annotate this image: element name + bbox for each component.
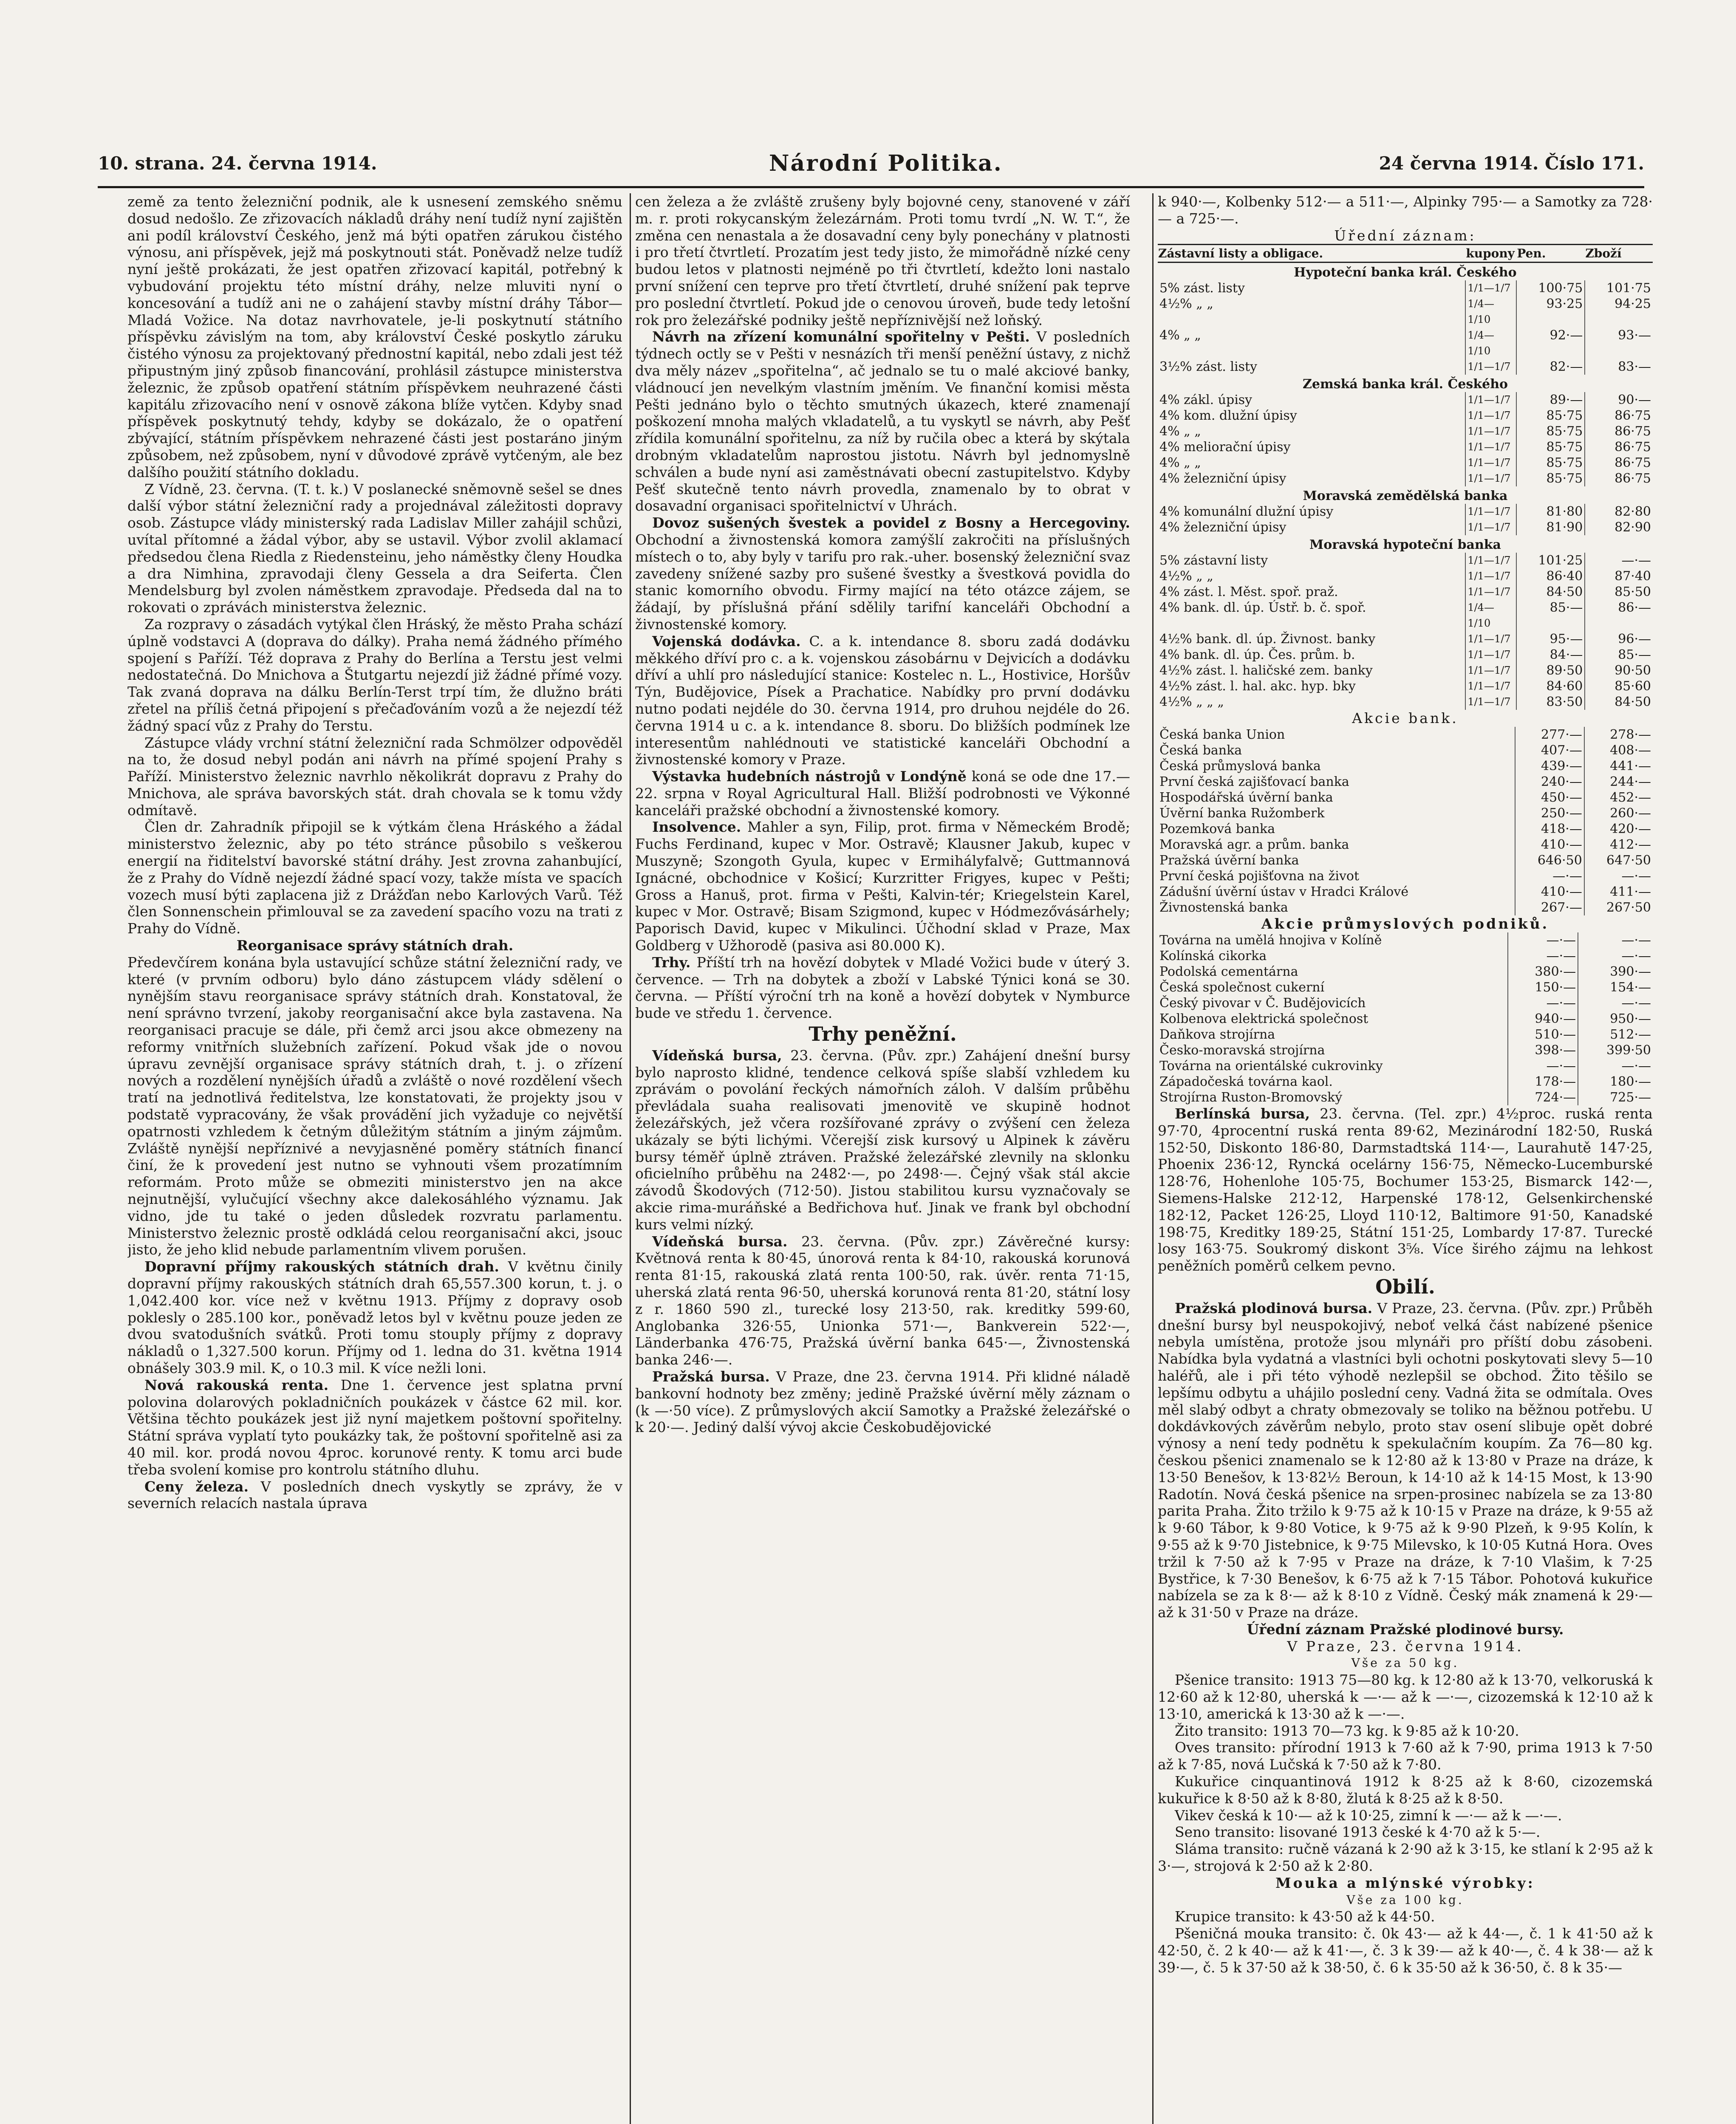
bid-price: 178·— <box>1508 1074 1578 1090</box>
ask-price: 408·— <box>1584 743 1653 758</box>
table-row <box>1158 758 1653 774</box>
bond-table <box>1158 244 1653 710</box>
ask-price: —·— <box>1578 948 1653 964</box>
coupon-dates: 1/1—1/7 <box>1465 678 1516 694</box>
ask-price: 244·— <box>1584 774 1653 790</box>
table-title: Úřední záznam: <box>1334 227 1476 244</box>
company-name: Západočeská továrna kaol. <box>1159 1074 1333 1089</box>
company-name: Česká banka <box>1159 743 1242 758</box>
coupon-dates: 1/1—1/7 <box>1465 408 1516 424</box>
company-name: Kolbenova elektrická společnost <box>1159 1011 1368 1026</box>
security-name: 4% železniční úpisy <box>1159 471 1286 486</box>
ask-price: 85·50 <box>1585 584 1653 600</box>
company-name: První česká pojišťovna na život <box>1159 869 1360 884</box>
company-name: Česká banka Union <box>1159 727 1285 743</box>
column-2 <box>635 193 1130 2124</box>
ask-price: 647·50 <box>1584 853 1653 868</box>
price-entry: Žito transito: 1913 70—73 kg. k 9·85 až k 10·20. <box>1175 1722 1519 1739</box>
ask-price: 83·— <box>1585 359 1653 375</box>
bid-price: 940·— <box>1508 1011 1578 1027</box>
column-1 <box>127 193 622 2124</box>
ask-price: —·— <box>1578 1058 1653 1074</box>
bank-shares-table <box>1158 727 1653 915</box>
table-row <box>1158 1090 1653 1105</box>
bid-price: 89·— <box>1516 392 1585 408</box>
table-row <box>1158 296 1653 328</box>
security-name: 4½% zást. l. hal. akc. hyp. bky <box>1159 679 1356 694</box>
column-divider <box>630 193 631 2124</box>
table-row <box>1158 328 1653 359</box>
security-name: 4½% „ „ „ <box>1159 695 1224 710</box>
bid-price: 89·50 <box>1516 663 1585 678</box>
section-title: Obilí. <box>1375 1275 1435 1298</box>
coupon-dates: 1/1—1/7 <box>1465 439 1516 455</box>
ask-price: 90·— <box>1585 392 1653 408</box>
table-row <box>1158 408 1653 424</box>
price-entry: Krupice transito: k 43·50 až k 44·50. <box>1175 1908 1435 1925</box>
ask-price: 86·75 <box>1585 439 1653 455</box>
bid-price: 85·75 <box>1516 439 1585 455</box>
article-headline: Vojenská dodávka. <box>652 633 801 650</box>
article-headline: Vídeňská bursa. <box>652 1233 788 1250</box>
company-name: Živnostenská banka <box>1159 900 1288 915</box>
ask-price: 87·40 <box>1585 568 1653 584</box>
ask-price: 82·80 <box>1585 504 1653 520</box>
ask-price: 84·50 <box>1585 694 1653 710</box>
ask-price: 411·— <box>1584 884 1653 900</box>
company-name: Daňkova strojírna <box>1159 1027 1275 1042</box>
article-text: Zástupce vlády vrchní státní železniční rada Schmölzer odpověděl na to, že dosud nebyl podán ani návrh na přímé spojení Prahy s Paříží. Ministerstvo železnic navrhlo několikrát dopravu z Prahy do Mnichova, ale správa bavorských stát. drah chovala se k tomu vždy odmítavě. <box>127 734 622 819</box>
article-headline: Trhy. <box>652 954 691 971</box>
company-name: Úvěrní banka Ružomberk <box>1159 806 1325 821</box>
article-paragraph: Pražská plodinová bursa. V Praze, 23. června. (Pův. zpr.) Průběh dnešní bursy byl neuspokojivý, neboť velká část nabízené pšenice nebyla umístěna, protože jsou mlynáři pro příští dobu zásobeni. Nabídka byla vydatná a vlastníci byli ochotni poskytovati slevy 5—10 haléřů, ale i při této výhodě nezlepšil se obchod. Žito těšilo se lepšímu odbytu a uhájilo poslední ceny. Vadná žita se odmítala. Oves měl slabý odbyt a chraty obmezovaly se toliko na běžnou potřebu. U dokdávkových závěrům nebylo, proto stav osení slibuje opět dobré výnosy a není tedy podnětu k spekulačním koupím. Za 76—80 kg. českou pšenici znamenalo se k 12·80 až k 13·80 v Praze na dráze, k 13·50 Benešov, k 13·82½ Beroun, k 14·10 až k 14·15 Most, k 13·90 Radotín. Nová česká pšenice na srpen-prosinec nabízela se za 13·80 parita Praha. Žito tržilo k 9·75 až k 10·15 v Praze na dráze, k 9·55 až k 9·60 Tábor, k 9·80 Votice, k 9·75 až k 9·90 Plzeň, k 9·95 Kolín, k 9·55 až k 9·70 Jistebnice, k 9·75 Milevsko, k 10·05 Kutná Hora. Oves tržil k 7·50 až k 7·95 v Praze na dráze, k 7·10 Vlašim, k 7·25 Bystřice, k 7·30 Benešov, k 6·75 až k 7·15 Tábor. Pohotová kukuřice nabízela se za k 8·— až k 8·10 z Vídně. Český mák znamená k 29·— až k 31·50 v Praze na dráze. <box>1158 1299 1653 1621</box>
price-entry: Vikev česká k 10·— až k 10·25, zimní k —·— až k —·—. <box>1175 1807 1562 1824</box>
bid-price: 83·50 <box>1516 694 1585 710</box>
coupon-dates: 1/1—1/7 <box>1465 694 1516 710</box>
bid-price: 85·75 <box>1516 424 1585 439</box>
table-row <box>1158 424 1653 439</box>
table-row <box>1158 663 1653 678</box>
table-row <box>1158 948 1653 964</box>
ask-price: —·— <box>1584 868 1653 884</box>
coupon-dates: 1/1—1/7 <box>1465 584 1516 600</box>
company-name: Hospodářská úvěrní banka <box>1159 790 1333 805</box>
ask-price: 180·— <box>1578 1074 1653 1090</box>
ask-price: 452·— <box>1584 790 1653 805</box>
table-row <box>1158 1042 1653 1058</box>
article-headline: Insolvence. <box>652 819 741 836</box>
article-headline: Pražská bursa. <box>652 1368 770 1385</box>
company-name: Česká průmyslová banka <box>1159 759 1321 774</box>
security-name: 4½% „ „ <box>1159 569 1213 584</box>
ask-price: 82·90 <box>1585 520 1653 535</box>
table-row <box>1158 805 1653 821</box>
security-name: 5% zást. listy <box>1159 281 1245 296</box>
bid-price: 85·75 <box>1516 408 1585 424</box>
table-row <box>1158 964 1653 980</box>
ask-price: 420·— <box>1584 821 1653 837</box>
ask-price: 412·— <box>1584 837 1653 853</box>
bid-price: 410·— <box>1515 837 1584 853</box>
article-headline: Nová rakouská renta. <box>144 1376 329 1393</box>
ask-price: 260·— <box>1584 805 1653 821</box>
table-row <box>1158 280 1653 296</box>
table-row <box>1158 647 1653 663</box>
bid-price: 418·— <box>1515 821 1584 837</box>
bid-price: 84·50 <box>1516 584 1585 600</box>
bid-price: 101·25 <box>1516 553 1585 568</box>
table-row <box>1158 884 1653 900</box>
coupon-dates: 1/1—1/7 <box>1465 455 1516 471</box>
article-headline: Vídeňská bursa, <box>652 1047 782 1064</box>
table-row <box>1158 486 1653 504</box>
table-row <box>1158 837 1653 853</box>
table-row <box>1158 790 1653 805</box>
security-name: 4½% zást. l. haličské zem. banky <box>1159 663 1373 678</box>
table-row <box>1158 1074 1653 1090</box>
ask-price: 85·60 <box>1585 678 1653 694</box>
bid-price: 410·— <box>1515 884 1584 900</box>
bid-price: 95·— <box>1516 631 1585 647</box>
bid-price: 450·— <box>1515 790 1584 805</box>
bid-price: 277·— <box>1515 727 1584 743</box>
article-text: země za tento železniční podnik, ale k usnesení zemského sněmu dosud nedošlo. Ze zřizovacích nákladů dráhy není tudíž nyní zajištěn ani podíl království Českého, jenž má býti opatřen zárukou čistého výnosu, ani příspěvek, jejž má poskytnouti stát. Poněvadž nelze tudíž nyní ještě prokázati, že jest opatřen zřizovací kapitál, potřebný k vybudování projektu této místní dráhy, nelze mluviti nyní o koncesování a tudíž ani ne o zahájení stavby místní dráhy Tábor—Mladá Vožice. Na dotaz navrhovatele, je-li poskytnutí státního příspěvku závislým na tom, aby království České poskytlo záruku čistého výnosu za projektovaný přednostní kapitál, nebo zdali jest též připustným jiný způsob financování, prohlásil zástupce ministerstva železnic, že způsob opatření státním příspěvkem neuhrazené části kapitálu zřizovacího není v osnově zákona blíže vytčen. Kdyby snad příspěvek poskytnutý tehdy, kdyby se dokázalo, že o opatření zbývající, státním příspěvkem nehrazené části jest postaráno jiným způsobem, než způsobem, nyní v důvodové zprávě vytčeným, ale bez dalšího použití státního dokladu. <box>127 193 622 480</box>
article-paragraph: Berlínská bursa, 23. června. (Tel. zpr.) 4½proc. ruská renta 97·70, 4procentní ruská renta 89·62, Mezinárodní 182·50, Ruská 152·50, Diskonto 186·80, Darmstadtská 114·—, Laurahutě 147·25, Phoenix 236·12, Ryncká ocelárny 156·75, Německo-Lucemburské 128·76, Hohenlohe 105·75, Bochumer 153·25, Bismarck 142·—, Siemens-Halske 212·12, Harpenské 178·12, Gelsenkirchenské 182·12, Packet 126·25, Lloyd 110·12, Baltimore 91·50, Kanadské 198·75, Kreditky 189·25, Státní 151·25, Lombardy 17·87. Turecké losy 163·75. Soukromý diskont 3⅝. Více širého zájmu na lehkost peněžních poměrů celkem pevno. <box>1158 1105 1653 1274</box>
article-paragraph: Dovoz sušených švestek a povidel z Bosny a Hercegoviny. Obchodní a živnostenská komora zamýšlí zakročiti na příslušných místech o to, aby byly v tarifu pro rak.-uher. bosenský železniční svaz zavedeny snížené sazby pro sušené švestky a švestková povidla do stanic komorního obvodu. Firmy mající na této otázce zájem, se žádají, by příslušná přání sdělily tarifní kanceláři Obchodní a živnostenské komory. <box>635 514 1130 633</box>
table-row <box>1158 584 1653 600</box>
ask-price: 390·— <box>1578 964 1653 980</box>
article-headline: Dopravní příjmy rakouských státních drah. <box>144 1258 499 1275</box>
security-name: 4% zákl. úpisy <box>1159 393 1253 408</box>
article-text: Z Vídně, 23. června. (T. t. k.) V poslanecké sněmovně sešel se dnes další výbor státní železniční rady a projednával záležitosti dopravy osob. Zástupce vlády ministerský rada Ladislav Miller zahájil schůzi, uvítal přítomné a žádal výbor, aby se ustavil. Výbor zvolil aklamací předsedou člena Riedla z Riedensteinu, jeho náměstky členy Houdka a dra Nimhina, zpravodaji členy Gessela a dra Seiferta. Člen Mendelsburg byl zvolen náměstkem zpravodaje. Předseda dal na to rokovati o zprávách ministerstva železnic. <box>127 480 622 616</box>
bid-price: 100·75 <box>1516 280 1585 296</box>
bid-price: 398·— <box>1508 1042 1578 1058</box>
ask-price: 96·— <box>1585 631 1653 647</box>
group-heading: Hypoteční banka král. Českého <box>1294 265 1517 280</box>
bid-price: —·— <box>1508 948 1578 964</box>
ask-price: 154·— <box>1578 980 1653 995</box>
price-entry: Seno transito: lisované 1913 české k 4·70 až k 5·—. <box>1175 1824 1541 1841</box>
ask-price: 512·— <box>1578 1027 1653 1042</box>
company-name: Zádušní úvěrní ústav v Hradci Králové <box>1159 884 1409 900</box>
ask-price: —·— <box>1585 553 1653 568</box>
price-entry: Kukuřice cinquantinová 1912 k 8·25 až k 8·60, cizozemská kukuřice k 8·50 až k 8·80, žlutá k 8·25 až k 8·50. <box>1158 1773 1653 1807</box>
table-row <box>1158 631 1653 647</box>
security-name: 4% železniční úpisy <box>1159 520 1286 535</box>
table-row <box>1158 868 1653 884</box>
table-row <box>1158 932 1653 948</box>
page-header <box>98 150 1644 180</box>
table-row <box>1158 980 1653 995</box>
bid-price: 84·— <box>1516 647 1585 663</box>
table-row <box>1158 853 1653 868</box>
company-name: Kolínská cikorka <box>1159 948 1267 963</box>
coupon-dates: 1/1—1/7 <box>1465 631 1516 647</box>
bid-price: 724·— <box>1508 1090 1578 1105</box>
table-row <box>1158 535 1653 553</box>
company-name: Podolská cementárna <box>1159 964 1298 979</box>
article-headline: Návrh na zřízení komunální spořitelny v Pešti. <box>652 328 1030 345</box>
ask-price: 85·— <box>1585 647 1653 663</box>
coupon-dates: 1/1—1/7 <box>1465 424 1516 439</box>
table-title: Úřední záznam Pražské plodinové bursy. <box>1247 1621 1564 1638</box>
ask-price: —·— <box>1578 932 1653 948</box>
ask-price: 86·— <box>1585 600 1653 631</box>
coupon-dates: 1/1—1/7 <box>1465 504 1516 520</box>
table-row <box>1158 821 1653 837</box>
bid-price: —·— <box>1515 868 1584 884</box>
table-row <box>1158 553 1653 568</box>
article-headline: Pražská plodinová bursa. <box>1175 1299 1373 1316</box>
article-paragraph: Vídeňská bursa. 23. června. (Pův. zpr.) Závěrečné kursy: Květnová renta k 80·45, únorová renta k 84·10, rakouská korunová renta 81·15, rakouská zlatá renta 100·50, rak. úvěr. renta 71·15, uherská zlatá renta 96·50, uherská korunová renta 81·20, státní losy z r. 1860 590 zl., turecké losy 213·50, rak. kreditky 599·60, Anglobanka 326·55, Unionka 571·—, Bankverein 522·—, Länderbanka 476·75, Pražská úvěrní banka 645·—, Živnostenská banka 246·—. <box>635 1233 1130 1368</box>
column-divider <box>1152 193 1154 2124</box>
article-text: Předevčírem konána byla ustavující schůze státní železniční rady, ve které (v prvním odboru) bylo dáno zástupcem vlády sdělení o nynějším stavu reorganisace správy státních drah. Konstatoval, že není správno tvrzení, jakoby reorganisační akce byla zastavena. Na reorganisaci pracuje se dále, při čemž arci jsou akce obmezeny na reformy vnitřních služebních zařízení. Pokud však jde o novou úpravu zevnější organisace správy státních drah, t. j. o zřízení nových a rozdělení nynějších úřadů a zvláště o nové rozdělení všech tratí na jednotlivá ředitelstva, lze konstatovati, že projekty jsou v podstatě vypracovány, že však provádění jich vyžaduje co největší opatrnosti vzhledem k četným důležitým státním a jiným zájmům. Zvláště nynější nepříznivé a nevyjasněné poměry státních financí činí, že k provedení jest nutno se vyhnouti všem prozatímním reformám. Proto může se obmeziti ministerstvo jen na akce nejnutnější, vylučující všechny akce dalekosáhlého významu. Jak vidno, jde tu také o jeden důsledek rozvratu parlamentu. Ministerstvo železnic prostě odkládá celou reorganisační akci, jsouc jisto, že jeho klid nebude parlamentním vlivem porušen. <box>127 954 622 1258</box>
table-row <box>1158 600 1653 631</box>
article-paragraph: Vojenská dodávka. C. a k. intendance 8. sboru zadá dodávku měkkého dříví pro c. a k. vojenskou zásobárnu v Dejvicích a dodávku dříví a uhlí pro následující stanice: Kostelec n. L., Hostivice, Horšův Týn, Budějovice, Písek a Prachatice. Nabídky pro první dodávku nutno podati nejdéle do 30. června 1914, pro druhou nejdéle do 26. června 1914 u c. a k. intendance 8. sboru. Do bližších podmínek lze interesentům nahlédnouti ve statistické kanceláři Obchodní a živnostenské komory v Praze. <box>635 633 1130 768</box>
bid-price: 82·— <box>1516 359 1585 375</box>
bid-price: 92·— <box>1516 328 1585 359</box>
company-name: Český pivovar v Č. Budějovicích <box>1159 995 1366 1011</box>
table-row <box>1158 439 1653 455</box>
table-row <box>1158 678 1653 694</box>
ask-price: 90·50 <box>1585 663 1653 678</box>
security-name: 4½% „ „ <box>1159 297 1213 312</box>
article-headline: Reorganisace správy státních drah. <box>236 937 514 954</box>
company-name: Pražská úvěrní banka <box>1159 853 1299 868</box>
table-row <box>1158 471 1653 486</box>
article-headline: Dovoz sušených švestek a povidel z Bosny a Hercegoviny. <box>652 514 1130 531</box>
bid-price: 439·— <box>1515 758 1584 774</box>
coupon-dates: 1/4—1/10 <box>1465 600 1516 631</box>
company-name: Továrna na orientálské cukrovinky <box>1159 1058 1383 1073</box>
table-title: Akcie bank. <box>1352 710 1459 727</box>
bid-price: 267·— <box>1515 900 1584 915</box>
column-3 <box>1158 193 1653 2124</box>
bid-price: 407·— <box>1515 743 1584 758</box>
security-name: 4% „ „ <box>1159 424 1201 439</box>
article-paragraph: Nová rakouská renta. Dne 1. července jest splatna první polovina dolarových pokladničních poukázek v částce 62 mil. kor. Většina těchto poukázek jest již nyní majetkem poštovní spořitelny. Státní správa vyplatí tyto poukázky tak, že poštovní spořitelně asi za 40 mil. kor. prodá novou 4proc. korunové renty. K tomu arci bude třeba svolení komise pro kontrolu státního dluhu. <box>127 1376 622 1478</box>
column-header: Zboží <box>1585 245 1653 263</box>
coupon-dates: 1/1—1/7 <box>1465 647 1516 663</box>
table-row <box>1158 455 1653 471</box>
bid-price: —·— <box>1508 995 1578 1011</box>
article-text: cen železa a že zvláště zrušeny byly bojovné ceny, stanovené v září m. r. proti rokycanským železárnám. Proti tomu tvrdí „N. W. T.“, že změna cen nenastala a že dosavadní ceny byly ponechány v platnosti i pro třetí čtvrtletí. Prozatím jest tedy jisto, že mimořádně nízké ceny budou letos v platnosti nejméně po tři čtvrtletí, kdežto loni nastalo první snížení cen teprve pro třetí čtvrtletí, druhé snížení pak teprve pro poslední čtvrtletí. Pokud jde o cenovou úroveň, bude tedy letošní rok pro železářské podniky ještě nepříznivější než loňský. <box>635 193 1130 328</box>
column-header: kupony <box>1465 245 1516 263</box>
security-name: 4% bank. dl. úp. Čes. prům. b. <box>1159 647 1355 663</box>
article-paragraph: Návrh na zřízení komunální spořitelny v Pešti. V posledních týdnech octly se v Pešti v nesnázích tři menší peněžní ústavy, z nichž dva měly název „spořitelna“, ač jednalo se tu o malé akciové banky, vládnoucí jen nevelkým vlastním jměním. Ve finanční komisi města Pešti jednáno bylo o těchto smutných úkazech, které znamenají poškození mnoha malých vkladatelů, a tu vyskytl se návrh, aby Pešť zřídila komunální spořitelnu, za níž by ručila obec a která by skýtala drobným vkladatelům naprostou jistotu. Návrh byl jednomyslně schválen a bude nyní asi zaměstnávati obecní zastupitelstvo. Kdyby Pešť skutečně tento návrh provedla, znamenalo by to obrat v dosavadní organisaci spořitelnictví v Uhrách. <box>635 328 1130 514</box>
ask-price: 86·75 <box>1585 471 1653 486</box>
coupon-dates: 1/4—1/10 <box>1465 296 1516 328</box>
bid-price: 646·50 <box>1515 853 1584 868</box>
security-name: 5% zástavní listy <box>1159 553 1268 568</box>
company-name: Moravská agr. a prům. banka <box>1159 837 1349 853</box>
table-title: Mouka a mlýnské výrobky: <box>1275 1874 1535 1891</box>
bid-price: 85·— <box>1516 600 1585 631</box>
subtitle: V Praze, 23. června 1914. <box>1287 1638 1524 1655</box>
table-row <box>1158 743 1653 758</box>
security-name: 4% meliorační úpisy <box>1159 440 1291 455</box>
coupon-dates: 1/4—1/10 <box>1465 328 1516 359</box>
table-header-row <box>1158 245 1653 263</box>
coupon-dates: 1/1—1/7 <box>1465 471 1516 486</box>
coupon-dates: 1/1—1/7 <box>1465 359 1516 375</box>
article-headline: Ceny železa. <box>144 1478 249 1495</box>
price-entry: Oves transito: přírodní 1913 k 7·60 až k 7·90, prima 1913 k 7·50 až k 7·85, nová Lučská k 7·50 až k 7·80. <box>1158 1739 1653 1773</box>
ask-price: 950·— <box>1578 1011 1653 1027</box>
coupon-dates: 1/1—1/7 <box>1465 520 1516 535</box>
bid-price: 81·80 <box>1516 504 1585 520</box>
table-row <box>1158 1027 1653 1042</box>
table-row <box>1158 727 1653 743</box>
article-text: Člen dr. Zahradník připojil se k výtkám člena Hráského a žádal ministerstvo železnic, aby po této stránce působilo s veškerou energií na řiditelství bavorské státní dráhy. Jest zrovna zahanbující, že z Prahy do Vídně nejezdí žádné spací vozy, takže místa ve spacích vozech musí býti zaplacena již z Drážďan nebo Karlových Varů. Též člen Sonnenschein přimlouval se za zavedení spacího vozu na trati z Prahy do Vídně. <box>127 819 622 937</box>
industrial-shares-table <box>1158 932 1653 1105</box>
group-heading: Moravská zemědělská banka <box>1303 489 1508 504</box>
ask-price: 278·— <box>1584 727 1653 743</box>
bid-price: 150·— <box>1508 980 1578 995</box>
ask-price: 86·75 <box>1585 455 1653 471</box>
bid-price: —·— <box>1508 932 1578 948</box>
price-entry: Pšeničná mouka transito: č. 0k 43·— až k 44·—, č. 1 k 41·50 až k 42·50, č. 2 k 40·— až k 41·—, č. 3 k 39·— až k 40·—, č. 4 k 38·— až k 39·—, č. 5 k 37·50 až k 38·50, č. 6 k 35·50 až k 36·50, č. 8 k 35·— <box>1158 1925 1653 1976</box>
article-paragraph: Trhy. Příští trh na hovězí dobytek v Mladé Vožici bude v úterý 3. července. — Trh na dobytek a zboží v Labské Týnici koná se 30. června. — Příští výroční trh na koně a hovězí dobytek v Nymburce bude ve středu 1. července. <box>635 954 1130 1022</box>
coupon-dates: 1/1—1/7 <box>1465 663 1516 678</box>
article-paragraph: Vídeňská bursa, 23. června. (Pův. zpr.) Zahájení dnešní bursy bylo naprosto klidné, tendence celková spíše slabší vzhledem ku zprávám o povolání řeckých námořních záloh. V dalším průběhu převládala suaha realisovati jmenovitě ve skupině hodnot železářských, jež včera rozšířované zprávy o zvýšení cen železa ukázaly se býti lichými. Včerejší zisk kursový u Alpinek k závěru bursy téměř úplně ztráven. Pražské železářské zlevnily na sklonku oficielního průběhu na 2482·—, po 2498·—. Čejný však stál akcie závodů Škodových (712·50). Jistou stabilitou kursu vyznačovaly se akcie rima-muráňské a Bedřichova huť. Jinak ve frank byl obchodní kurs velmi nízký. <box>635 1047 1130 1233</box>
coupon-dates: 1/1—1/7 <box>1465 568 1516 584</box>
security-name: 4% kom. dlužní úpisy <box>1159 408 1297 424</box>
article-paragraph: Insolvence. Mahler a syn, Filip, prot. firma v Německém Brodě; Fuchs Ferdinand, kupec v Mor. Ostravě; Klausner Jakub, kupec v Muszyně; Szongoth Gyula, kupec v Ermihályfalvě; Guttmannová Ignácné, obchodnice v Košicí; Kurzritter Frigyes, kupec v Pešti; Gross a Hanuš, prot. firma v Pešti, Kalvin-tér; Kriegelstein Karel, kupec v Mor. Ostravě; Bisam Szigmond, kupec v Hódmezővásárhely; Paporisch David, kupec v Mikulinci. Účhodní sklad v Praze, Max Goldberg v Užhorodě (pasiva asi 80.000 K). <box>635 819 1130 954</box>
price-entry: Pšenice transito: 1913 75—80 kg. k 12·80 až k 13·70, velkoruská k 12·60 až k 12·80, uherská k —·— až k —·—, cizozemská k 12·10 až k 13·10, americká k 13·30 až k —·—. <box>1158 1672 1653 1722</box>
table-row <box>1158 504 1653 520</box>
bid-price: —·— <box>1508 1058 1578 1074</box>
table-row <box>1158 774 1653 790</box>
section-title: Trhy peněžní. <box>809 1022 957 1046</box>
column-header: Pen. <box>1516 245 1585 263</box>
subtitle: Vše za 50 kg. <box>1351 1656 1459 1670</box>
bid-price: 85·75 <box>1516 455 1585 471</box>
article-headline: Výstavka hudebních nástrojů v Londýně <box>652 768 967 785</box>
security-name: 4½% bank. dl. úp. Živnost. banky <box>1159 632 1376 647</box>
ask-price: 86·75 <box>1585 424 1653 439</box>
article-paragraph: Výstavka hudebních nástrojů v Londýně koná se ode dne 17.—22. srpna v Royal Agricultural Hall. Bližší podrobnosti ve Výkonné kanceláři pražské obchodní a živnostenské komory. <box>635 768 1130 819</box>
bid-price: 93·25 <box>1516 296 1585 328</box>
bid-price: 85·75 <box>1516 471 1585 486</box>
security-name: 4% komunální dlužní úpisy <box>1159 504 1334 520</box>
header-right: 24 června 1914. Číslo 171. <box>1379 153 1644 174</box>
ask-price: 441·— <box>1584 758 1653 774</box>
bid-price: 84·60 <box>1516 678 1585 694</box>
bid-price: 510·— <box>1508 1027 1578 1042</box>
table-row <box>1158 375 1653 392</box>
table-row <box>1158 568 1653 584</box>
table-row <box>1158 694 1653 710</box>
ask-price: 101·75 <box>1585 280 1653 296</box>
table-row <box>1158 359 1653 375</box>
security-name: 3½% zást. listy <box>1159 359 1258 375</box>
header-rule <box>98 186 1644 188</box>
article-text: Za rozpravy o zásadách vytýkal člen Hráský, že město Praha schází úplně vodstavci A (doprava do dálky). Praha nemá žádného přímého spojení s Paříží. Též doprava z Prahy do Berlína a Terstu jest velmi nedostatečná. Do Mnichova a Štutgartu nejezdí již žádné přímé vozy. Tak zvaná doprava na dálku Berlín-Terst trpí tím, že dlužno bráti zřetel na příliš četná připojení s přečaďováním vozů a že nejezdí též žádný spací vůz z Prahy do Terstu. <box>127 616 622 734</box>
ask-price: 399·50 <box>1578 1042 1653 1058</box>
coupon-dates: 1/1—1/7 <box>1465 392 1516 408</box>
group-heading: Zemská banka král. Českého <box>1302 377 1508 392</box>
article-text: k 940·—, Kolbenky 512·— a 511·—, Alpinky 795·— a Samotky za 728·— a 725·—. <box>1158 193 1653 227</box>
company-name: Česko-moravská strojírna <box>1159 1042 1325 1058</box>
bid-price: 380·— <box>1508 964 1578 980</box>
security-name: 4% „ „ <box>1159 328 1201 343</box>
security-name: 4% zást. l. Měst. spoř. praž. <box>1159 585 1338 600</box>
ask-price: 94·25 <box>1585 296 1653 328</box>
ask-price: 86·75 <box>1585 408 1653 424</box>
ask-price: 725·— <box>1578 1090 1653 1105</box>
ask-price: 267·50 <box>1584 900 1653 915</box>
coupon-dates: 1/1—1/7 <box>1465 280 1516 296</box>
group-heading: Moravská hypoteční banka <box>1309 537 1501 553</box>
coupon-dates: 1/1—1/7 <box>1465 553 1516 568</box>
table-row <box>1158 1011 1653 1027</box>
table-row <box>1158 520 1653 535</box>
company-name: Česká společnost cukerní <box>1159 980 1325 995</box>
article-paragraph: Ceny železa. V posledních dnech vyskytly se zprávy, že v severních relacích nastala úprava <box>127 1478 622 1512</box>
column-header: Zástavní listy a obligace. <box>1158 245 1465 263</box>
table-title: Akcie průmyslových podniků. <box>1261 915 1549 932</box>
article-headline: Berlínská bursa, <box>1175 1105 1310 1122</box>
company-name: Pozemková banka <box>1159 822 1275 837</box>
table-row <box>1158 900 1653 915</box>
bid-price: 86·40 <box>1516 568 1585 584</box>
article-paragraph: Pražská bursa. V Praze, dne 23. června 1914. Při klidné náladě bankovní hodnoty bez změny; jedině Pražské úvěrní měly záznam o (k —·50 více). Z průmyslových akcií Samotky a Pražské železářské o k 20·—. Jediný další vývoj akcie Českobudějovické <box>635 1368 1130 1436</box>
table-row <box>1158 392 1653 408</box>
bid-price: 240·— <box>1515 774 1584 790</box>
table-row <box>1158 263 1653 281</box>
price-entry: Sláma transito: ručně vázaná k 2·90 až k 3·15, ke stlaní k 2·95 až k 3·—, strojová k 2·50 až k 2·80. <box>1158 1841 1653 1875</box>
subtitle: Vše za 100 kg. <box>1346 1892 1464 1907</box>
ask-price: 93·— <box>1585 328 1653 359</box>
table-row <box>1158 1058 1653 1074</box>
security-name: 4% „ „ <box>1159 455 1201 471</box>
bid-price: 81·90 <box>1516 520 1585 535</box>
article-paragraph: Dopravní příjmy rakouských státních drah. V květnu činily dopravní příjmy rakouských státních drah 65,557.300 korun, t. j. o 1,042.400 kor. více než v květnu 1913. Příjmy z dopravy osob poklesly o 285.100 kor., poněvadž letos byl v květnu pouze jeden ze dvou svatodušních svátků. Proti tomu stouply příjmy z dopravy nákladů o 1,327.500 korun. Příjmy od 1. ledna do 31. května 1914 obnášely 303.9 mil. K, o 10.3 mil. K více nežli loni. <box>127 1258 622 1376</box>
company-name: Strojírna Ruston-Bromovský <box>1159 1090 1343 1105</box>
security-name: 4% bank. dl. úp. Ústř. b. č. spoř. <box>1159 600 1366 616</box>
company-name: Továrna na umělá hnojiva v Kolíně <box>1159 932 1382 948</box>
table-row <box>1158 995 1653 1011</box>
company-name: První česká zajišťovací banka <box>1159 774 1349 790</box>
bid-price: 250·— <box>1515 805 1584 821</box>
masthead-title: Národní Politika. <box>769 150 1003 176</box>
header-left: 10. strana. 24. června 1914. <box>98 153 377 174</box>
ask-price: —·— <box>1578 995 1653 1011</box>
